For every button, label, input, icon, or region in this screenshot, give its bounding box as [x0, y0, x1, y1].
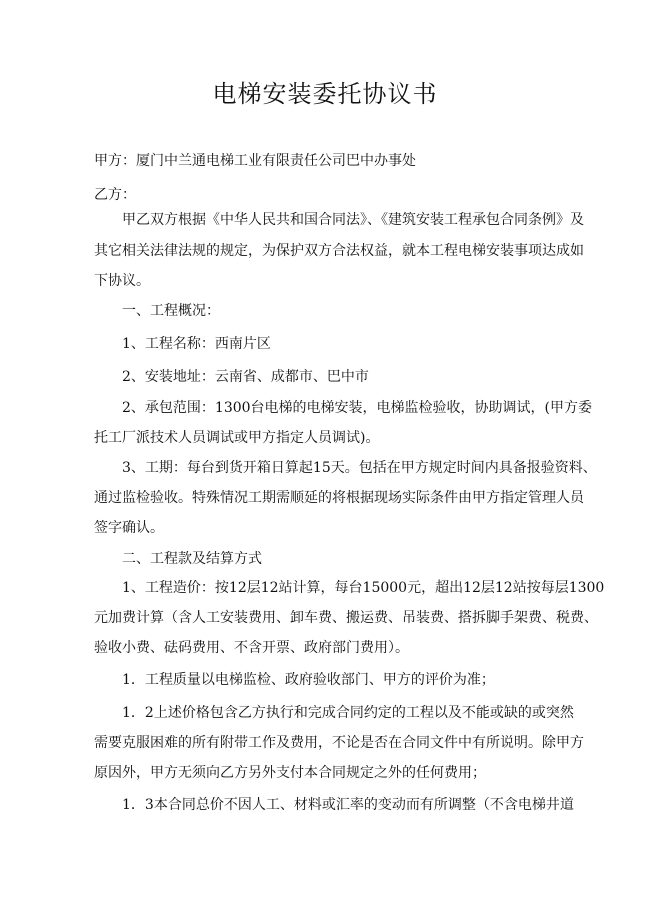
- section-heading: 二、工程款及结算方式: [122, 551, 262, 567]
- party-a-line: 甲方：厦门中兰通电梯工业有限责任公司巴中办事处: [94, 153, 416, 169]
- paragraph-line: 验收小费、砝码费用、不含开票、政府部门费用）。: [94, 640, 409, 656]
- paragraph-line: 原因外，甲方无须向乙方另外支付本合同规定之外的任何费用；: [94, 765, 486, 781]
- paragraph-line: 需要克服困难的所有附带工作及费用，不论是否在合同文件中有所说明。除甲方: [94, 735, 584, 751]
- paragraph-line: 甲乙双方根据《中华人民共和国合同法》、《建筑安装工程承包合同条例》及: [122, 212, 584, 228]
- party-b-line: 乙方：: [94, 187, 136, 203]
- paragraph-line: 1、工程名称：西南片区: [122, 336, 271, 352]
- paragraph-line: 1．3本合同总价不因人工、材料或汇率的变动而有所调整（不含电梯井道: [122, 797, 574, 813]
- paragraph-line: 1．2上述价格包含乙方执行和完成合同约定的工程以及不能或缺的或突然: [122, 705, 574, 721]
- paragraph-line: 通过监检验收。特殊情况工期需顺延的将根据现场实际条件由甲方指定管理人员: [94, 490, 584, 506]
- paragraph-line: 其它相关法律法规的规定，为保护双方合法权益，就本工程电梯安装事项达成如: [94, 243, 584, 259]
- paragraph-line: 2、承包范围：1300台电梯的电梯安装，电梯监检验收，协助调试，(甲方委: [122, 400, 592, 416]
- paragraph-line: 1．工程质量以电梯监检、政府验收部门、甲方的评价为准；: [122, 672, 495, 688]
- paragraph-line: 托工厂派技术人员调试或甲方指定人员调试)。: [94, 430, 380, 446]
- paragraph-line: 3、工期：每台到货开箱日算起15天。包括在甲方规定时间内具备报验资料、: [122, 460, 597, 476]
- paragraph-line: 下协议。: [94, 273, 150, 289]
- paragraph-line: 元加费计算（含人工安装费用、卸车费、搬运费、吊装费、搭拆脚手架费、税费、: [94, 610, 598, 626]
- document-title: 电梯安装委托协议书: [212, 80, 438, 108]
- paragraph-line: 签字确认。: [94, 520, 164, 536]
- paragraph-line: 1、工程造价：按12层12站计算，每台15000元，超出12层12站按每层1300: [122, 580, 605, 596]
- paragraph-line: 2、安装地址：云南省、成都市、巴中市: [122, 369, 369, 385]
- section-heading: 一、工程概况：: [122, 303, 220, 319]
